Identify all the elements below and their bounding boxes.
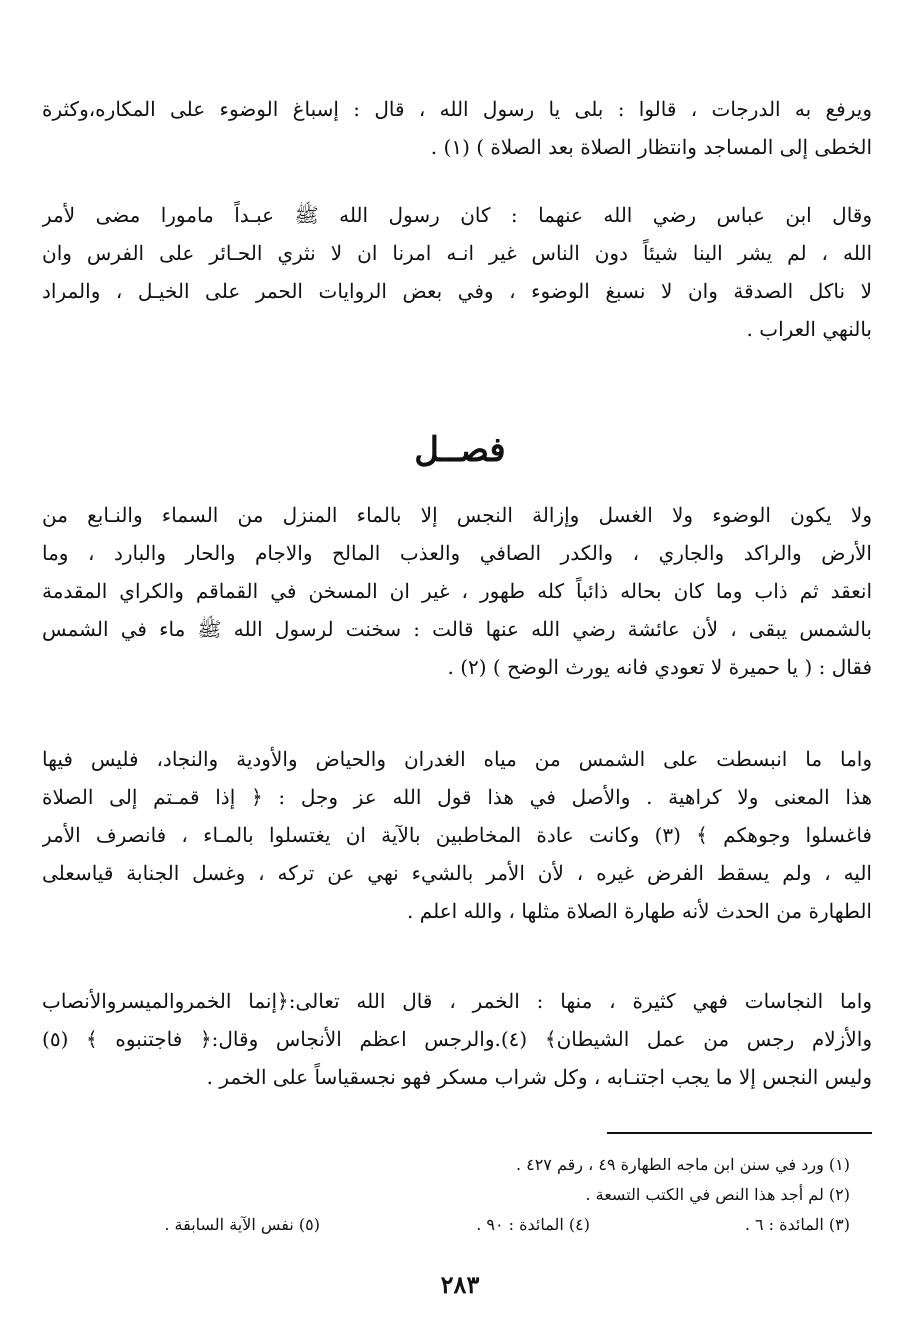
text-line: لا ناكل الصدقة وان لا نسبغ الوضوء ، وفي بعض الروايات الحمر على الخيـل ، والمراد [42,279,872,303]
text-line: واما ما انبسطت على الشمس من مياه الغدران والحياض والأودية والنجاد، فليس فيها [42,747,872,771]
paragraph-2 [42,196,872,348]
text-line: الأرض والراكد والجاري ، والكدر الصافي والعذب المالح والاجام والحار والبارد ، وما [42,541,872,565]
footnote-2: (٢) لم أجد هذا النص في الكتب التسعة . [585,1185,850,1204]
text-line: بالنهي العراب . [746,317,872,341]
footnote-row [60,1210,850,1240]
text-line: واما النجاسات فهي كثيرة ، منها : الخمر ، قال الله تعالى:﴿إنما الخمروالميسروالأنصاب [42,989,872,1013]
text-line: بالشمس يبقى ، لأن عائشة رضي الله عنها قالت : سخنت لرسول الله ﷺ ماء في الشمس [42,617,872,641]
text-line: هذا المعنى ولا كراهية . والأصل في هذا قول الله عز وجل : ﴿ إذا قمـتم إلى الصلاة [42,785,872,809]
text-line: الله ، لم يشر الينا شيئاً دون الناس غير انـه امرنا ان لا نثري الحـائر على الفرس وان [42,241,872,265]
text-line: الطهارة من الحدث لأنه طهارة الصلاة مثلها ، والله اعلم . [407,899,872,923]
text-line: انعقد ثم ذاب وما كان بحاله ذائباً كله طهور ، غير ان المسخن في القماقم والكراي المقدمة [42,579,872,603]
footnote-4: (٤) المائدة : ٩٠ . [476,1215,590,1234]
text-line: فاغسلوا وجوهكم ﴾ (٣) وكانت عادة المخاطبين بالآية ان يغتسلوا بالمـاء ، فانصرف الأمر [42,823,872,847]
footnotes [60,1150,850,1210]
text-line: ويرفع به الدرجات ، قالوا : بلى يا رسول الله ، قال : إسباغ الوضوء على المكاره،وكثرة [42,97,872,121]
text-line: فقال : ( يا حميرة لا تعودي فانه يورث الوضح ) (٢) . [447,655,872,679]
page-number: ٢٨٣ [440,1270,480,1299]
footnote-1: (١) ورد في سنن ابن ماجه الطهارة ٤٩ ، رقم ٤٢٧ . [515,1155,850,1174]
text-line: الخطى إلى المساجد وانتظار الصلاة بعد الصلاة ) (١) . [430,135,872,159]
footnote-3: (٣) المائدة : ٦ . [744,1215,850,1234]
footnote-divider [607,1132,872,1134]
text-line: وقال ابن عباس رضي الله عنهما : كان رسول الله ﷺ عبـداً مامورا مضى لأمر [42,203,872,227]
text-line: والأزلام رجس من عمل الشيطان﴾ (٤).والرجس اعظم الأنجاس وقال:﴿ فاجتنبوه ﴾ (٥) [42,1027,872,1051]
paragraph-4 [42,740,872,930]
paragraph-5 [42,982,872,1096]
section-heading: فصــل [414,430,506,470]
text-line: وليس النجس إلا ما يجب اجتنـابه ، وكل شراب مسكر فهو نجسقياساً على الخمر . [206,1065,872,1089]
paragraph-1 [42,90,872,166]
text-line: ولا يكون الوضوء ولا الغسل وإزالة النجس إلا بالماء المنزل من السماء والنـابع من [42,503,872,527]
footnote-5: (٥) نفس الآية السابقة . [164,1215,320,1234]
text-line: اليه ، ولم يسقط الفرض غيره ، لأن الأمر بالشيء نهي عن تركه ، وغسل الجنابة قياسعلى [42,861,872,885]
paragraph-3 [42,496,872,686]
